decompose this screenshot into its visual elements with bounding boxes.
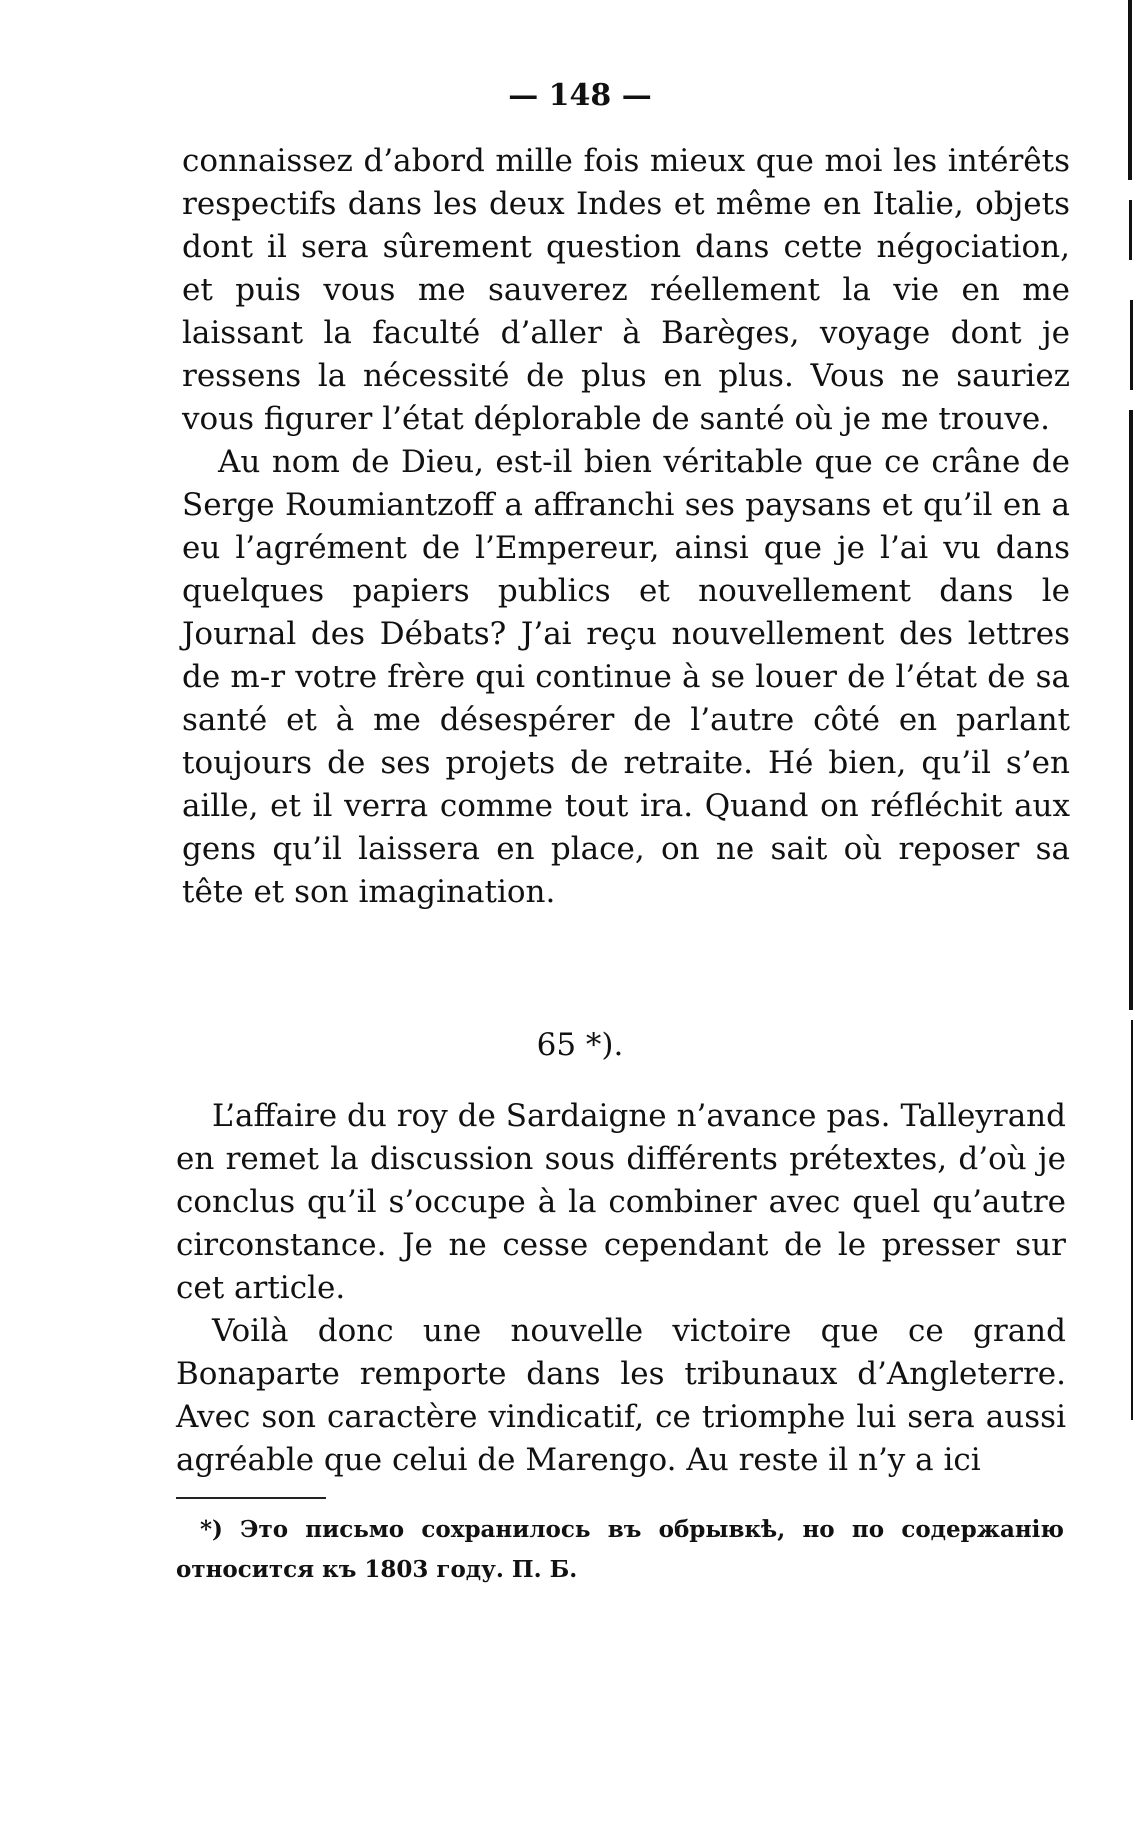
letter-heading: 65 *). (536, 1027, 624, 1063)
footnote (176, 1510, 1064, 1590)
letter-65-body (176, 1095, 1066, 1482)
scan-edge-line (1129, 410, 1133, 1010)
paragraph: connaissez d’abord mille fois mieux que moi les intérêts respectifs dans les deux Indes et même en Italie, objets dont il sera sûrement question dans cette négociation, et puis vous me sauverez réellement la vie en me laissant la faculté d’aller à Barèges, voyage dont je ressens la nécessité de plus en plus. Vous ne sauriez vous figurer l’état déplorable de santé où je me trouve. (182, 143, 1070, 437)
scan-edge-line (1130, 300, 1133, 390)
scan-edge-line (1131, 1020, 1133, 1420)
footnote-divider (176, 1497, 326, 1499)
scan-edge-line (1129, 200, 1132, 260)
page-number: — 148 — (508, 78, 652, 113)
paragraph: Voilà donc une nouvelle victoire que ce grand Bonaparte remporte dans les tribunaux d’Angleterre. Avec son caractère vindicatif, ce triomphe lui sera aussi agréable que celui de Marengo. Au reste il n’y a ici (176, 1313, 1066, 1478)
paragraph: L’affaire du roy de Sardaigne n’avance pas. Talleyrand en remet la discussion sous différents prétextes, d’où je conclus qu’il s’occupe à la combiner avec quel qu’autre circonstance. Je ne cesse cependant de le presser sur cet article. (176, 1098, 1066, 1306)
paragraph: Au nom de Dieu, est-il bien véritable que ce crâne de Serge Roumiantzoff a affranchi ses paysans et qu’il en a eu l’agrément de l’Empereur, ainsi que je l’ai vu dans quelques papiers publics et nouvellement dans le Journal des Débats? J’ai reçu nouvellement des lettres de m-r votre frère qui continue à se louer de l’état de sa santé et à me désespérer de l’autre côté en parlant toujours de ses projets de retraite. Hé bien, qu’il s’en aille, et il verra comme tout ira. Quand on réfléchit aux gens qu’il laissera en place, on ne sait où reposer sa tête et son imagination. (182, 444, 1070, 910)
footnote-text: *) Это письмо сохранилось въ обрывкѣ, но по содержанiю относится къ 1803 году. П. Б. (176, 1516, 1064, 1583)
continued-letter (182, 140, 1070, 914)
